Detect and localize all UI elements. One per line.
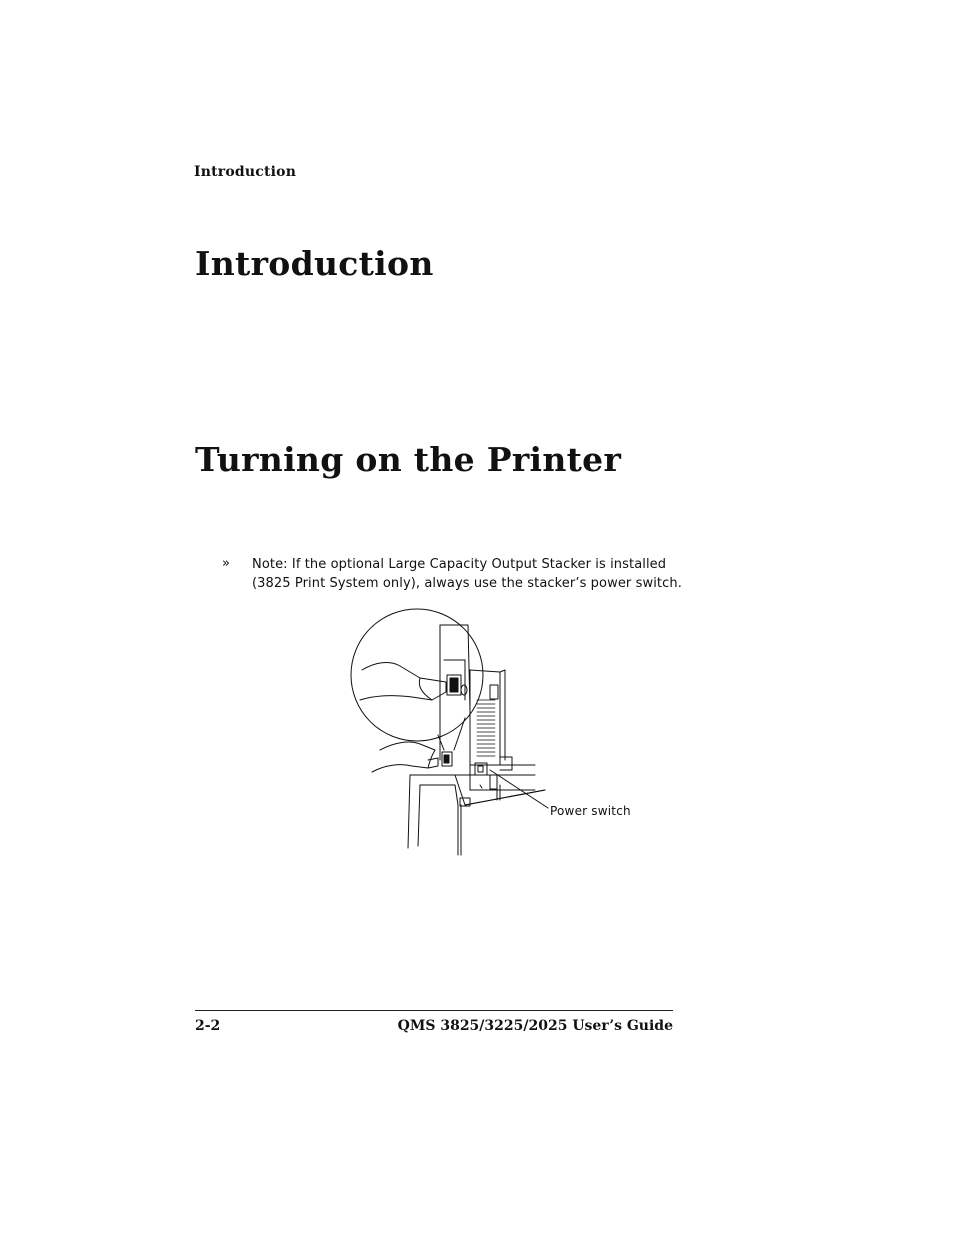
footer-document-title: QMS 3825/3225/2025 User’s Guide [397, 1018, 673, 1034]
note-text-line-2: (3825 Print System only), always use the stacker’s power switch. [252, 576, 682, 591]
running-head: Introduction [194, 164, 297, 180]
callout-leader-line [490, 770, 548, 808]
note-marker-icon: » [222, 556, 230, 571]
footer-page-number: 2-2 [195, 1018, 221, 1034]
printer-power-switch-illustration [340, 600, 640, 860]
section-title-introduction: Introduction [195, 244, 434, 283]
note-text-line-1: Note: If the optional Large Capacity Output Stacker is installed [252, 557, 667, 572]
magnified-detail-circle [351, 609, 483, 750]
power-switch-label: Power switch [550, 804, 631, 818]
footer-rule [195, 1010, 673, 1011]
printer-body [408, 638, 545, 855]
section-title-turning-on-printer: Turning on the Printer [195, 440, 622, 479]
